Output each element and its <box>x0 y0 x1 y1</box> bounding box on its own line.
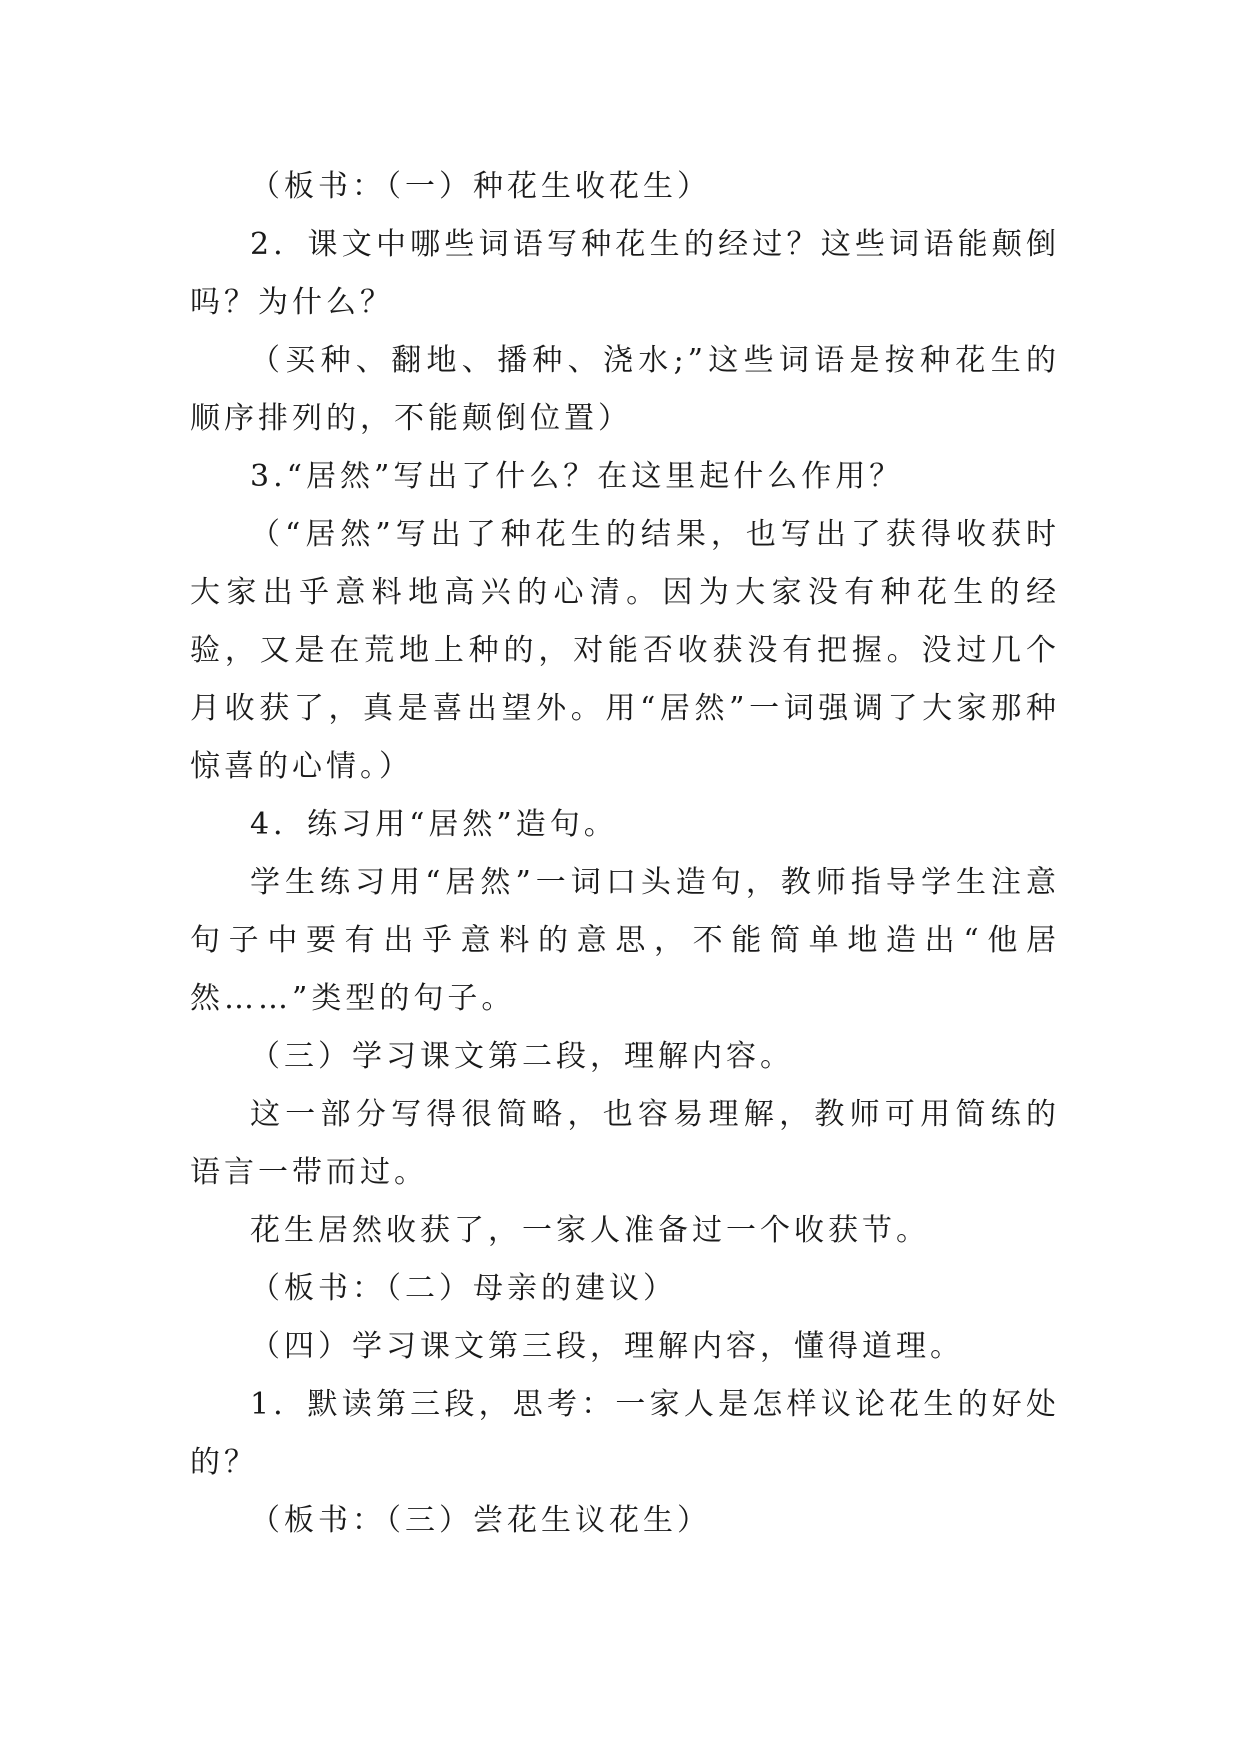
paragraph-answer-3: （“居然”写出了种花生的结果，也写出了获得收获时大家出乎意料地高兴的心清。因为大家没有种花生的经验，又是在荒地上种的，对能否收获没有把握。没过几个月收获了，真是喜出望外。用“居然”一词强调了大家那种惊喜的心情。） <box>190 517 1060 784</box>
paragraph-board-note-3: （板书：（三）尝花生议花生） <box>250 1503 711 1538</box>
paragraph-section-3-text: 这一部分写得很简略，也容易理解，教师可用简练的语言一带而过。 <box>190 1097 1060 1190</box>
paragraph-answer-4: 学生练习用“居然”一词口头造句，教师指导学生注意句子中要有出乎意料的意思，不能简单地造出“他居然……”类型的句子。 <box>190 865 1060 1016</box>
document-body <box>190 158 1060 1550</box>
paragraph-answer-2: （买种、翻地、播种、浇水;”这些词语是按种花生的顺序排列的，不能颠倒位置） <box>190 343 1060 436</box>
paragraph-section-4-heading: （四）学习课文第三段，理解内容，懂得道理。 <box>250 1329 964 1364</box>
paragraph-section-3-heading: （三）学习课文第二段，理解内容。 <box>250 1039 794 1074</box>
paragraph-board-note-1: （板书：（一）种花生收花生） <box>250 169 711 204</box>
paragraph-question-1-section-4: 1．默读第三段，思考：一家人是怎样议论花生的好处的？ <box>190 1387 1060 1480</box>
paragraph-question-3: 3.“居然”写出了什么？在这里起什么作用？ <box>250 459 904 494</box>
paragraph-question-2: 2．课文中哪些词语写种花生的经过？这些词语能颠倒吗？为什么？ <box>190 227 1060 320</box>
paragraph-question-4: 4．练习用“居然”造句。 <box>250 807 618 842</box>
paragraph-board-note-2: （板书：（二）母亲的建议） <box>250 1271 677 1306</box>
paragraph-harvest-text: 花生居然收获了，一家人准备过一个收获节。 <box>250 1213 930 1248</box>
